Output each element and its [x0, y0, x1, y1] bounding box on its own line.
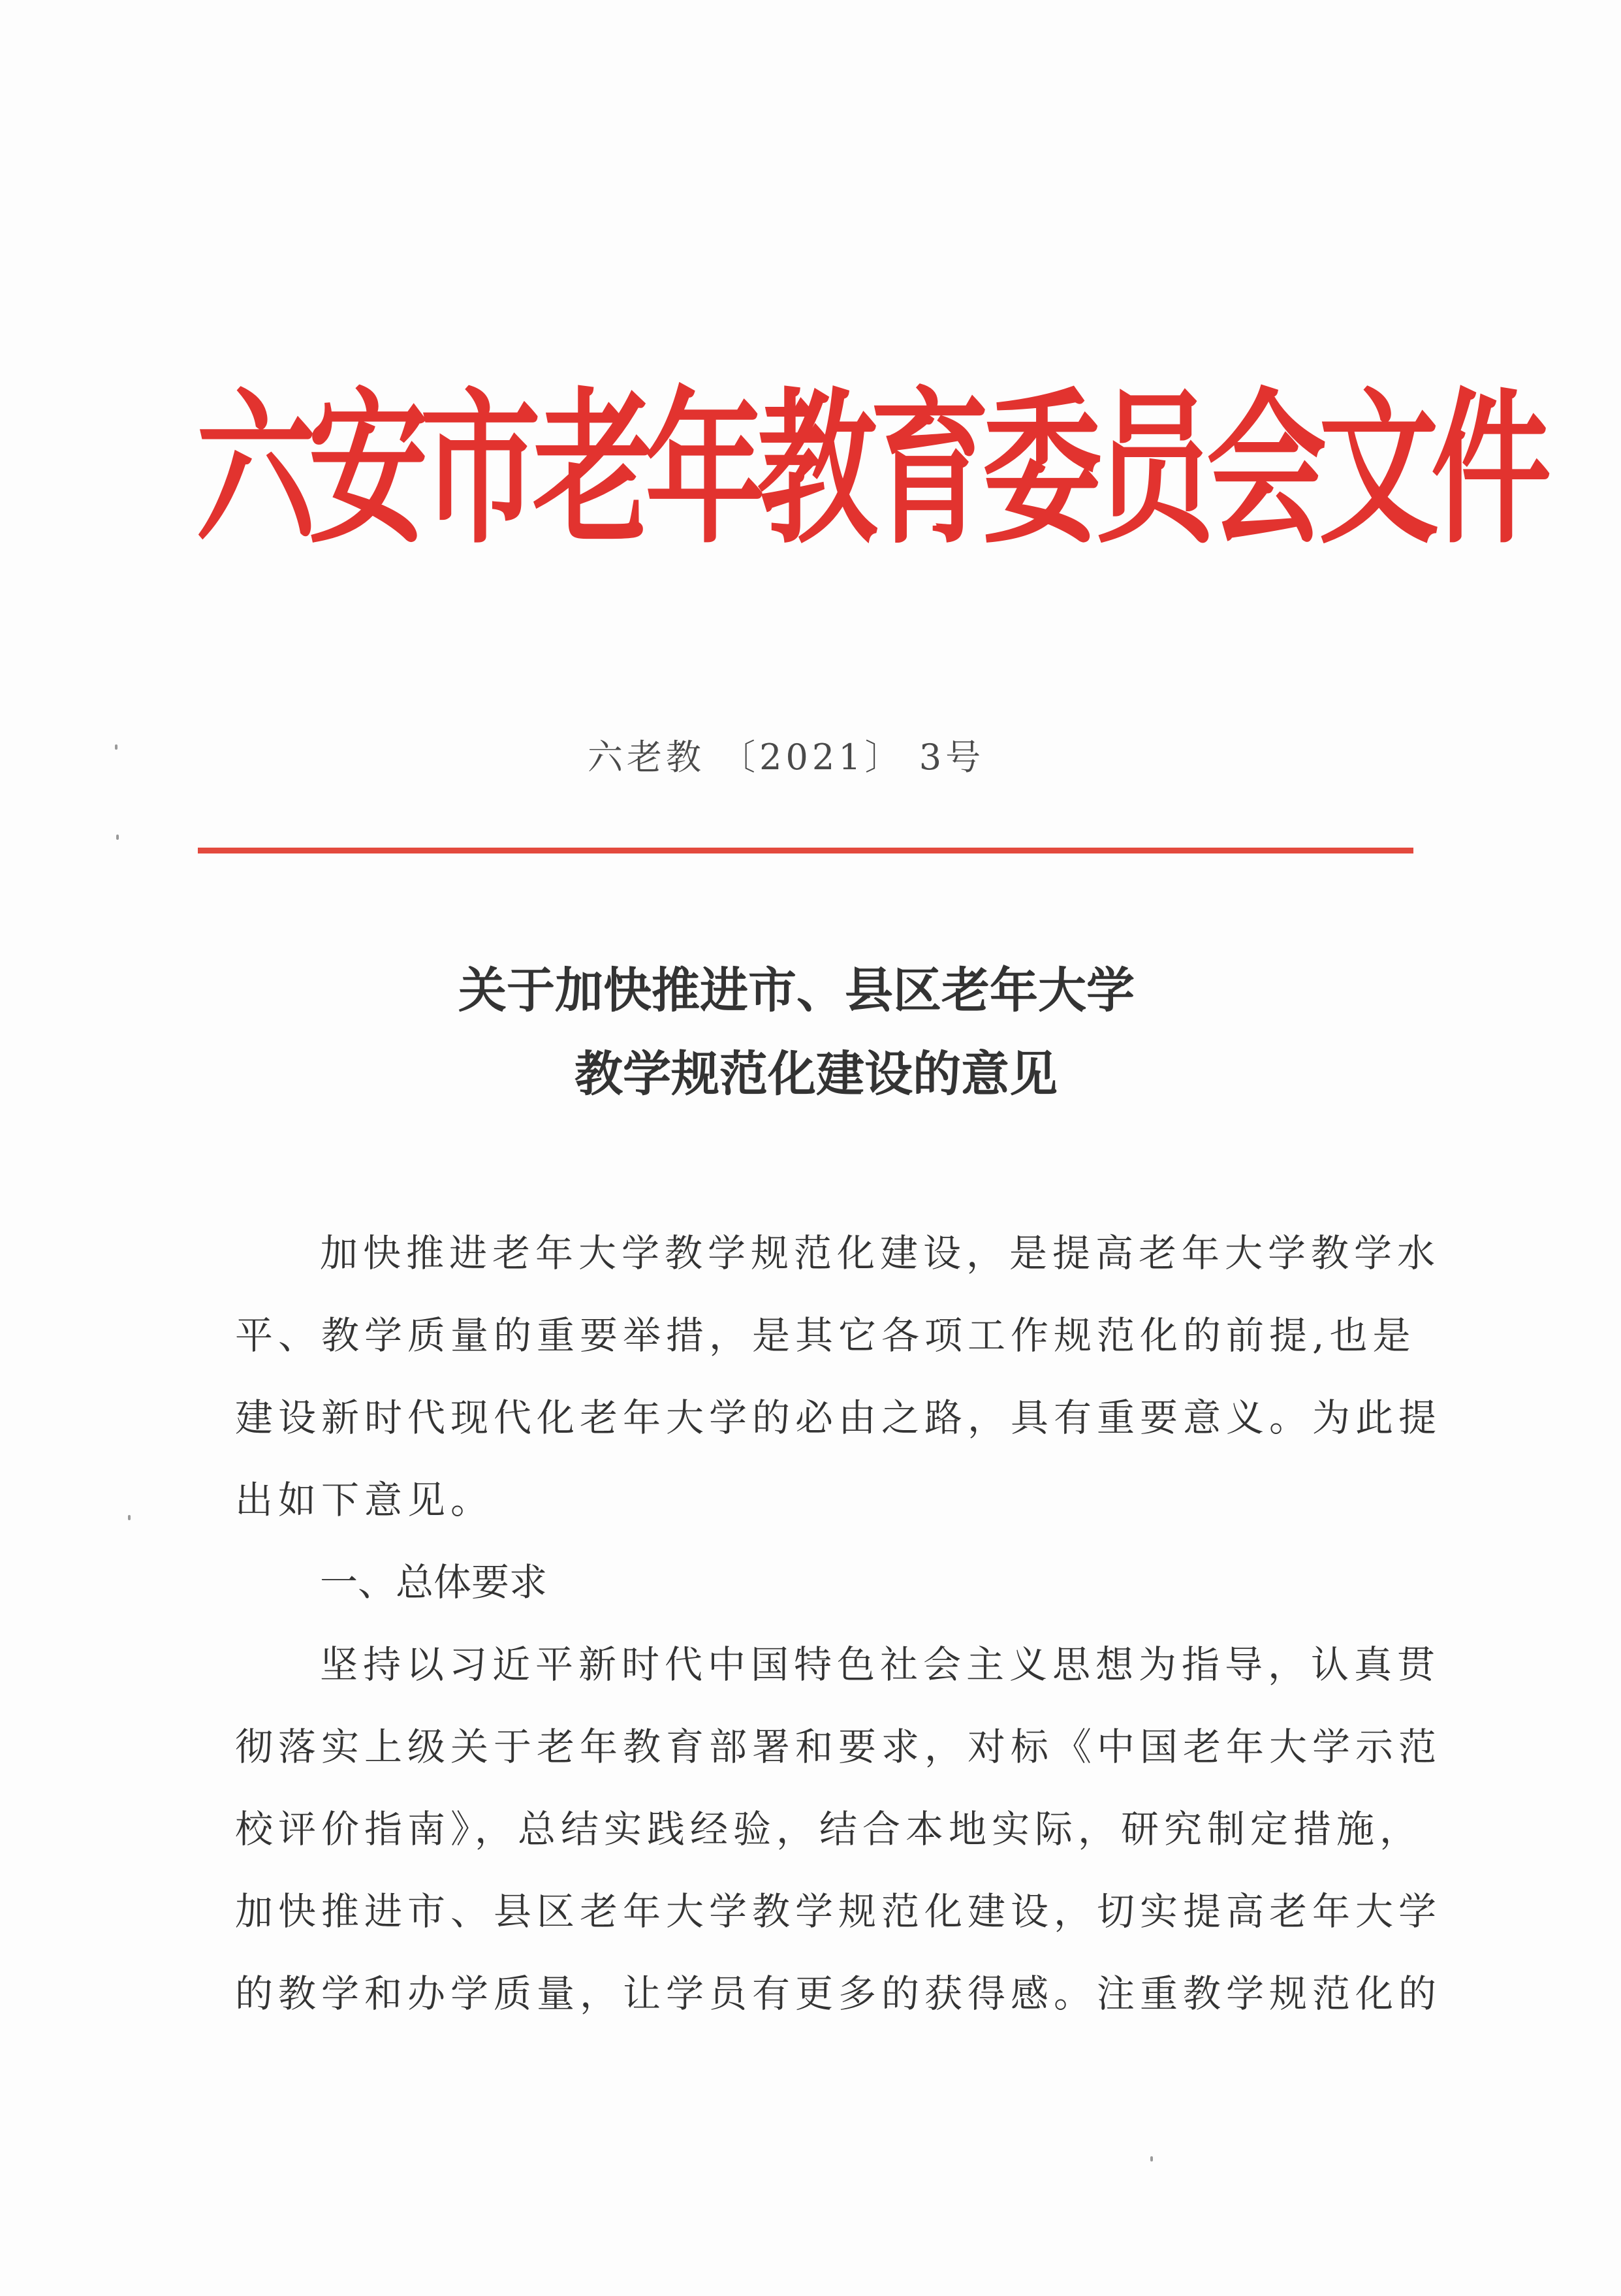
intro-line-4: 出如下意见。	[235, 1478, 494, 1522]
section-line-1: 坚持以习近平新时代中国特色社会主义思想为指导，认真贯	[320, 1642, 1441, 1687]
red-separator-line	[198, 848, 1413, 853]
scan-speck	[116, 835, 119, 840]
section-line-2: 彻落实上级关于老年教育部署和要求，对标《中国老年大学示范	[235, 1725, 1442, 1769]
masthead-title: 六安市老年教育委员会文件	[196, 374, 1544, 567]
section-line-3: 校评价指南》，总结实践经验，结合本地实际，研究制定措施，	[235, 1807, 1423, 1851]
document-title-line-2: 教学规范化建设的意见	[574, 1046, 1058, 1102]
document-number: 六老教 〔2021〕 3号	[588, 737, 985, 778]
document-title-line-1: 关于加快推进市、县区老年大学	[458, 963, 1135, 1019]
intro-line-3: 建设新时代现代化老年大学的必由之路，具有重要意义。为此提	[235, 1395, 1442, 1440]
scan-speck	[1150, 2156, 1153, 2161]
intro-line-2: 平、教学质量的重要举措，是其它各项工作规范化的前提,也是	[235, 1313, 1416, 1358]
section-heading: 一、总体要求	[320, 1560, 548, 1604]
section-line-5: 的教学和办学质量，让学员有更多的获得感。注重教学规范化的	[235, 1971, 1442, 2016]
section-line-4: 加快推进市、县区老年大学教学规范化建设，切实提高老年大学	[235, 1889, 1442, 1934]
scan-speck	[115, 744, 118, 750]
scan-speck	[128, 1515, 131, 1520]
intro-line-1: 加快推进老年大学教学规范化建设，是提高老年大学教学水	[320, 1231, 1441, 1275]
